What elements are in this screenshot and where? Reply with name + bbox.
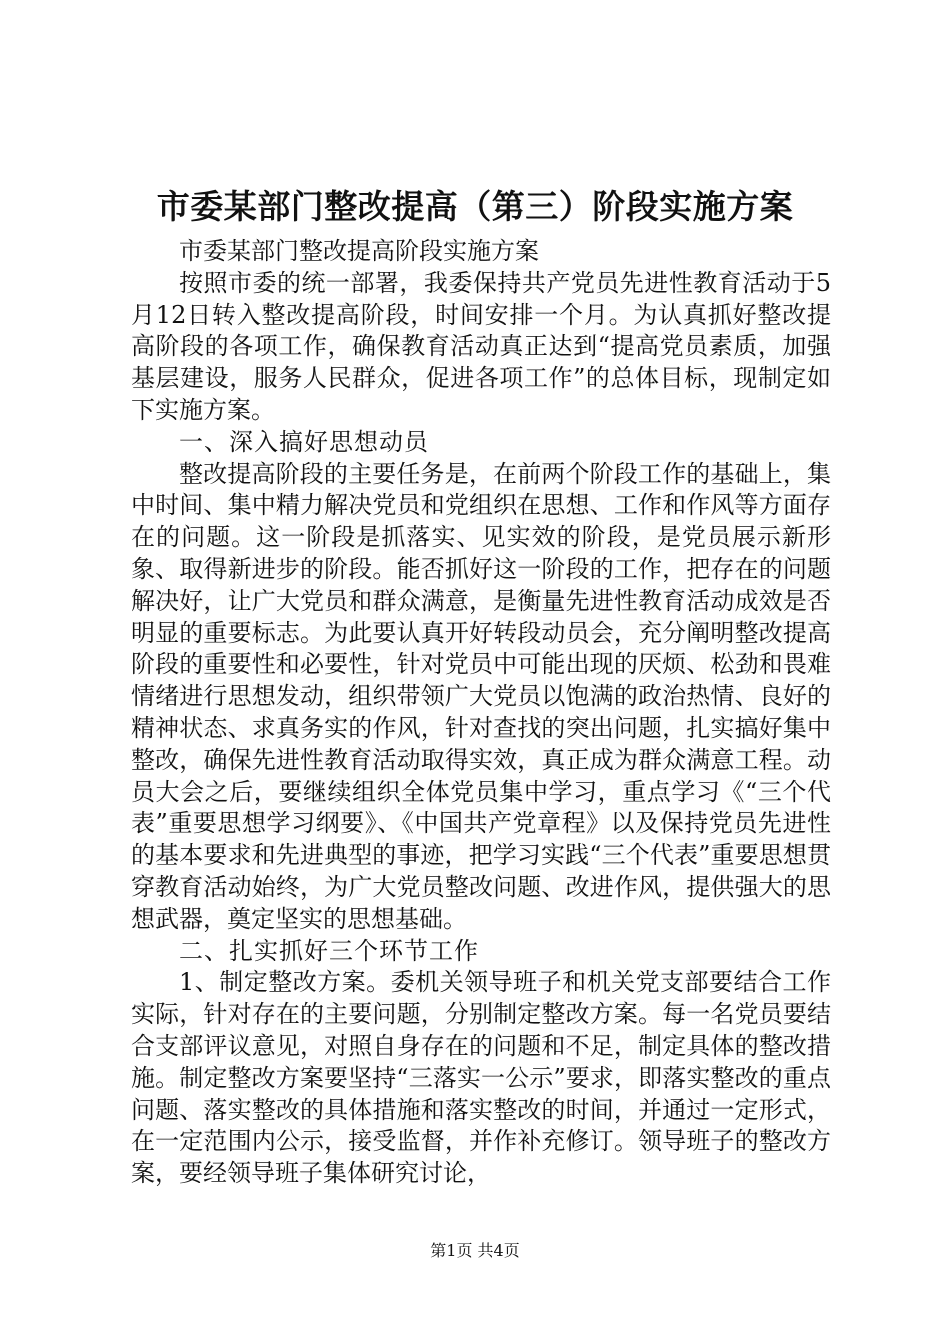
intro-paragraph: 按照市委的统一部署，我委保持共产党员先进性教育活动于5月12日转入整改提高阶段，时间安排一个月。为认真抓好整改提高阶段的各项工作，确保教育活动真正达到“提高党员素质，加强基层建设，服务人民群众，促进各项工作”的总体目标，现制定如下实施方案。 bbox=[131, 268, 831, 424]
section-1-paragraph: 整改提高阶段的主要任务是，在前两个阶段工作的基础上，集中时间、集中精力解决党员和党组织在思想、工作和作风等方面存在的问题。这一阶段是抓落实、见实效的阶段，是党员展示新形象、取得新进步的阶段。能否抓好这一阶段的工作，把存在的问题解决好，让广大党员和群众满意，是衡量先进性教育活动成效是否明显的重要标志。为此要认真开好转段动员会，充分阐明整改提高阶段的重要性和必要性，针对党员中可能出现的厌烦、松劲和畏难情绪进行思想发动，组织带领广大党员以饱满的政治热情、良好的精神状态、求真务实的作风，针对查找的突出问题，扎实搞好集中整改，确保先进性教育活动取得实效，真正成为群众满意工程。动员大会之后，要继续组织全体党员集中学习，重点学习《“三个代表”重要思想学习纲要》、《中国共产党章程》以及保持党员先进性的基本要求和先进典型的事迹，把学习实践“三个代表”重要思想贯穿教育活动始终，为广大党员整改问题、改进作风，提供强大的思想武器，奠定坚实的思想基础。 bbox=[131, 459, 831, 933]
page-footer: 第1页 共4页 bbox=[430, 1241, 520, 1260]
document-title: 市委某部门整改提高（第三）阶段实施方案 bbox=[156, 187, 794, 226]
section-2-paragraph: 1、制定整改方案。委机关领导班子和机关党支部要结合工作实际，针对存在的主要问题，分别制定整改方案。每一名党员要结合支部评议意见，对照自身存在的问题和不足，制定具体的整改措施。制定整改方案要坚持“三落实一公示”要求，即落实整改的重点问题、落实整改的具体措施和落实整改的时间，并通过一定形式，在一定范围内公示，接受监督，并作补充修订。领导班子的整改方案，要经领导班子集体研究讨论， bbox=[131, 968, 831, 1188]
document-body bbox=[131, 236, 831, 1190]
section-heading-1: 一、深入搞好思想动员 bbox=[179, 427, 429, 456]
section-heading-2: 二、扎实抓好三个环节工作 bbox=[179, 936, 479, 965]
subtitle-paragraph: 市委某部门整改提高阶段实施方案 bbox=[179, 237, 539, 265]
